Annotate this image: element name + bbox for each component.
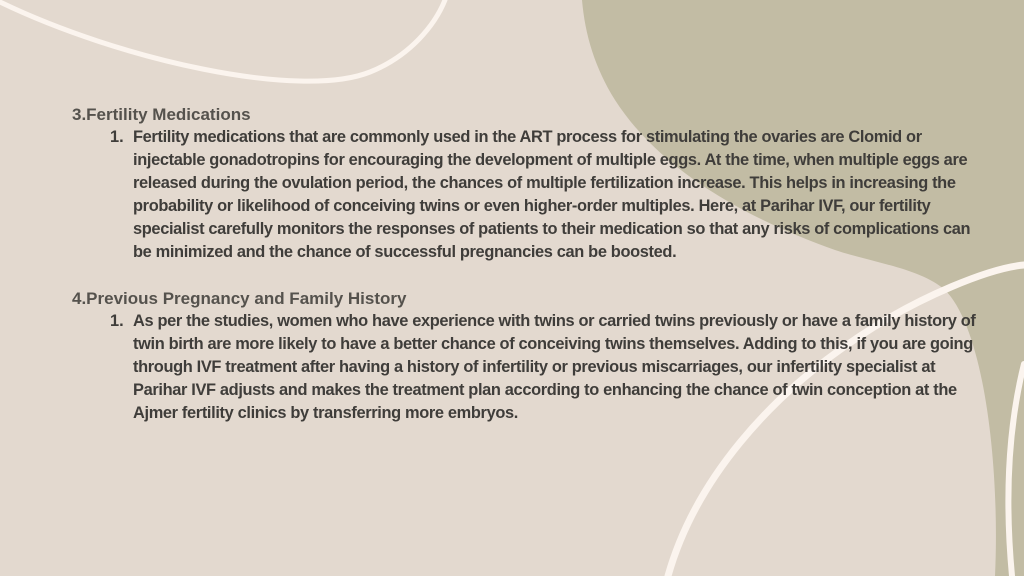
list-item-text: Fertility medications that are commonly used in the ART process for stimulating the ovaries are Clomid or injectable gonadotropins for encouraging the development of multiple eggs. At the time, when multiple eggs are released during the ovulation period, the chances of multiple fertilization increase. This helps in increasing the probability or likelihood of conceiving twins or even higher-order multiples. Here, at Parihar IVF, our fertility specialist carefully monitors the responses of patients to their medication so that any risks of complications can be minimized and the chance of successful pregnancies can be boosted. <box>133 128 971 261</box>
list-item <box>110 126 992 264</box>
section-fertility-medications <box>72 104 992 264</box>
section-title: 4.Previous Pregnancy and Family History <box>72 289 407 308</box>
section-spacer <box>72 264 992 288</box>
slide-content <box>72 104 992 425</box>
list-item-text: As per the studies, women who have experience with twins or carried twins previously or have a family history of twin birth are more likely to have a better chance of conceiving twins themselves. Adding to this, if you are going through IVF treatment after having a history of infertility or previous miscarriages, our infertility specialist at Parihar IVF adjusts and makes the treatment plan according to enhancing the chance of twin conception at the Ajmer fertility clinics by transferring more embryos. <box>133 312 976 422</box>
list-item <box>110 310 992 425</box>
list-item-number: 1. <box>110 128 124 146</box>
list-item-number: 1. <box>110 312 124 330</box>
top-left-curve-line <box>0 0 445 81</box>
section-title: 3.Fertility Medications <box>72 105 251 124</box>
section-previous-pregnancy <box>72 288 992 425</box>
